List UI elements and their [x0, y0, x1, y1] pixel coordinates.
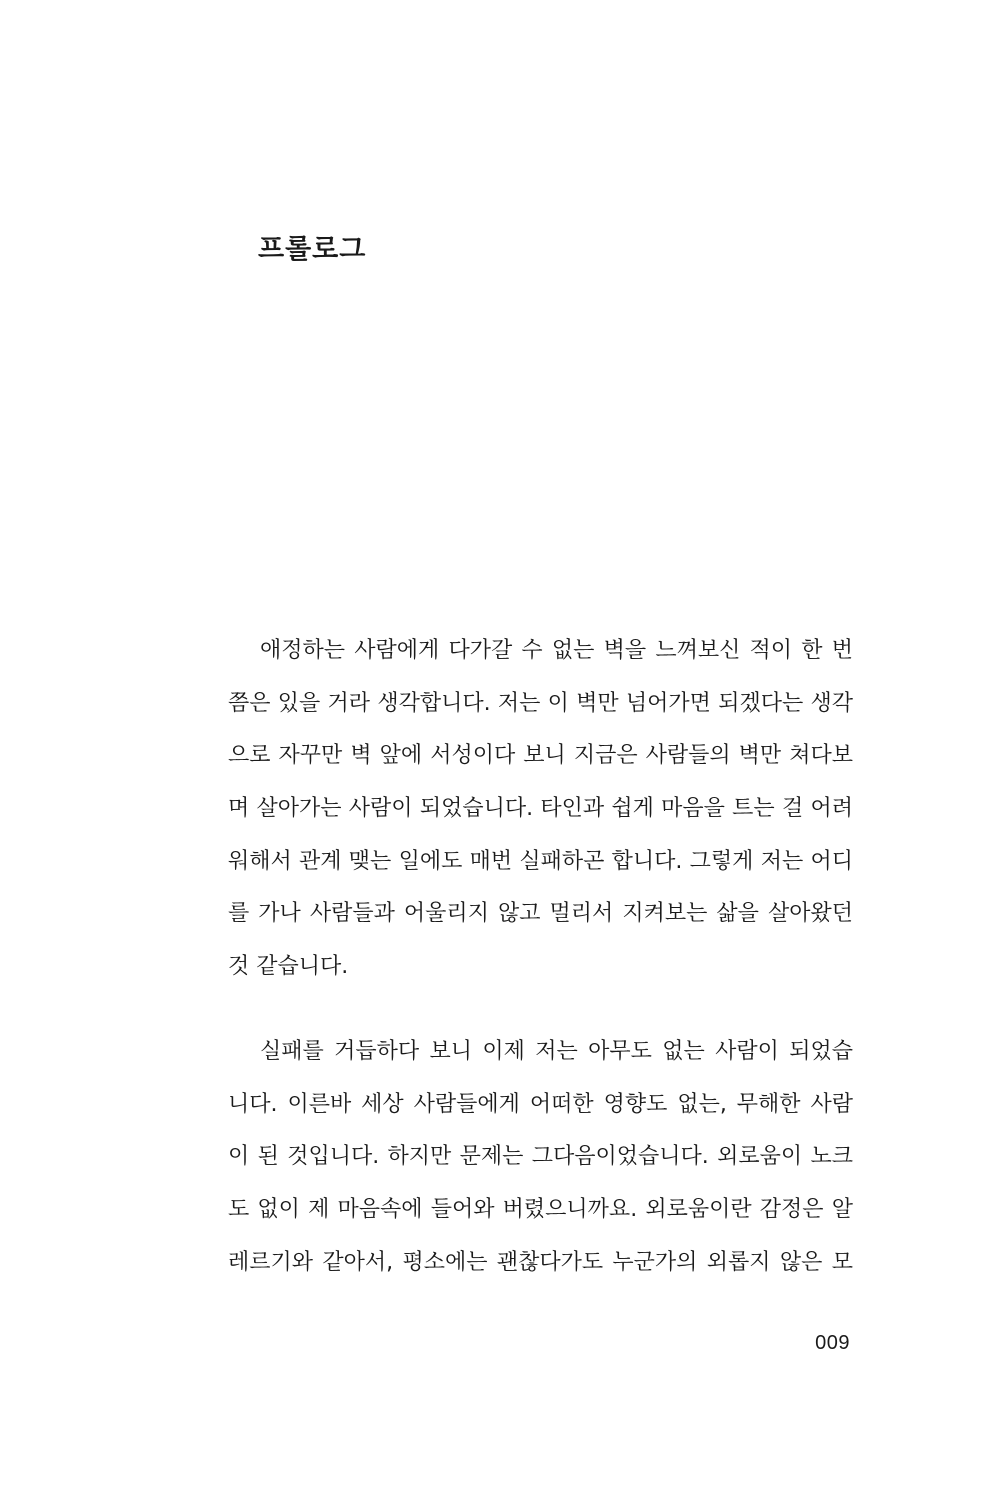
text-line: 레르기와 같아서, 평소에는 괜찮다가도 누군가의 외롭지 않은 모 — [228, 1249, 853, 1275]
text-line: 며 살아가는 사람이 되었습니다. 타인과 쉽게 마음을 트는 걸 어려 — [228, 796, 853, 822]
paragraph-1 — [228, 629, 853, 998]
text-line: 것 같습니다. — [228, 954, 349, 980]
text-line: 를 가나 사람들과 어울리지 않고 멀리서 지켜보는 삶을 살아왔던 — [228, 901, 853, 927]
page-number: 009 — [815, 1332, 850, 1354]
text-line: 워해서 관계 맺는 일에도 매번 실패하곤 합니다. 그렇게 저는 어디 — [228, 848, 853, 874]
text-line: 도 없이 제 마음속에 들어와 버렸으니까요. 외로움이란 감정은 알 — [228, 1197, 853, 1223]
text-line: 이 된 것입니다. 하지만 문제는 그다음이었습니다. 외로움이 노크 — [228, 1144, 853, 1170]
text-line: 니다. 이른바 세상 사람들에게 어떠한 영향도 없는, 무해한 사람 — [228, 1091, 853, 1117]
text-line: 으로 자꾸만 벽 앞에 서성이다 보니 지금은 사람들의 벽만 쳐다보 — [228, 743, 853, 769]
chapter-title: 프롤로그 — [258, 234, 367, 265]
text-line: 실패를 거듭하다 보니 이제 저는 아무도 없는 사람이 되었습 — [260, 1039, 853, 1064]
text-line: 쯤은 있을 거라 생각합니다. 저는 이 벽만 넘어가면 되겠다는 생각 — [228, 690, 853, 716]
text-line: 애정하는 사람에게 다가갈 수 없는 벽을 느껴보신 적이 한 번 — [260, 638, 853, 663]
paragraph-2 — [228, 1030, 853, 1293]
